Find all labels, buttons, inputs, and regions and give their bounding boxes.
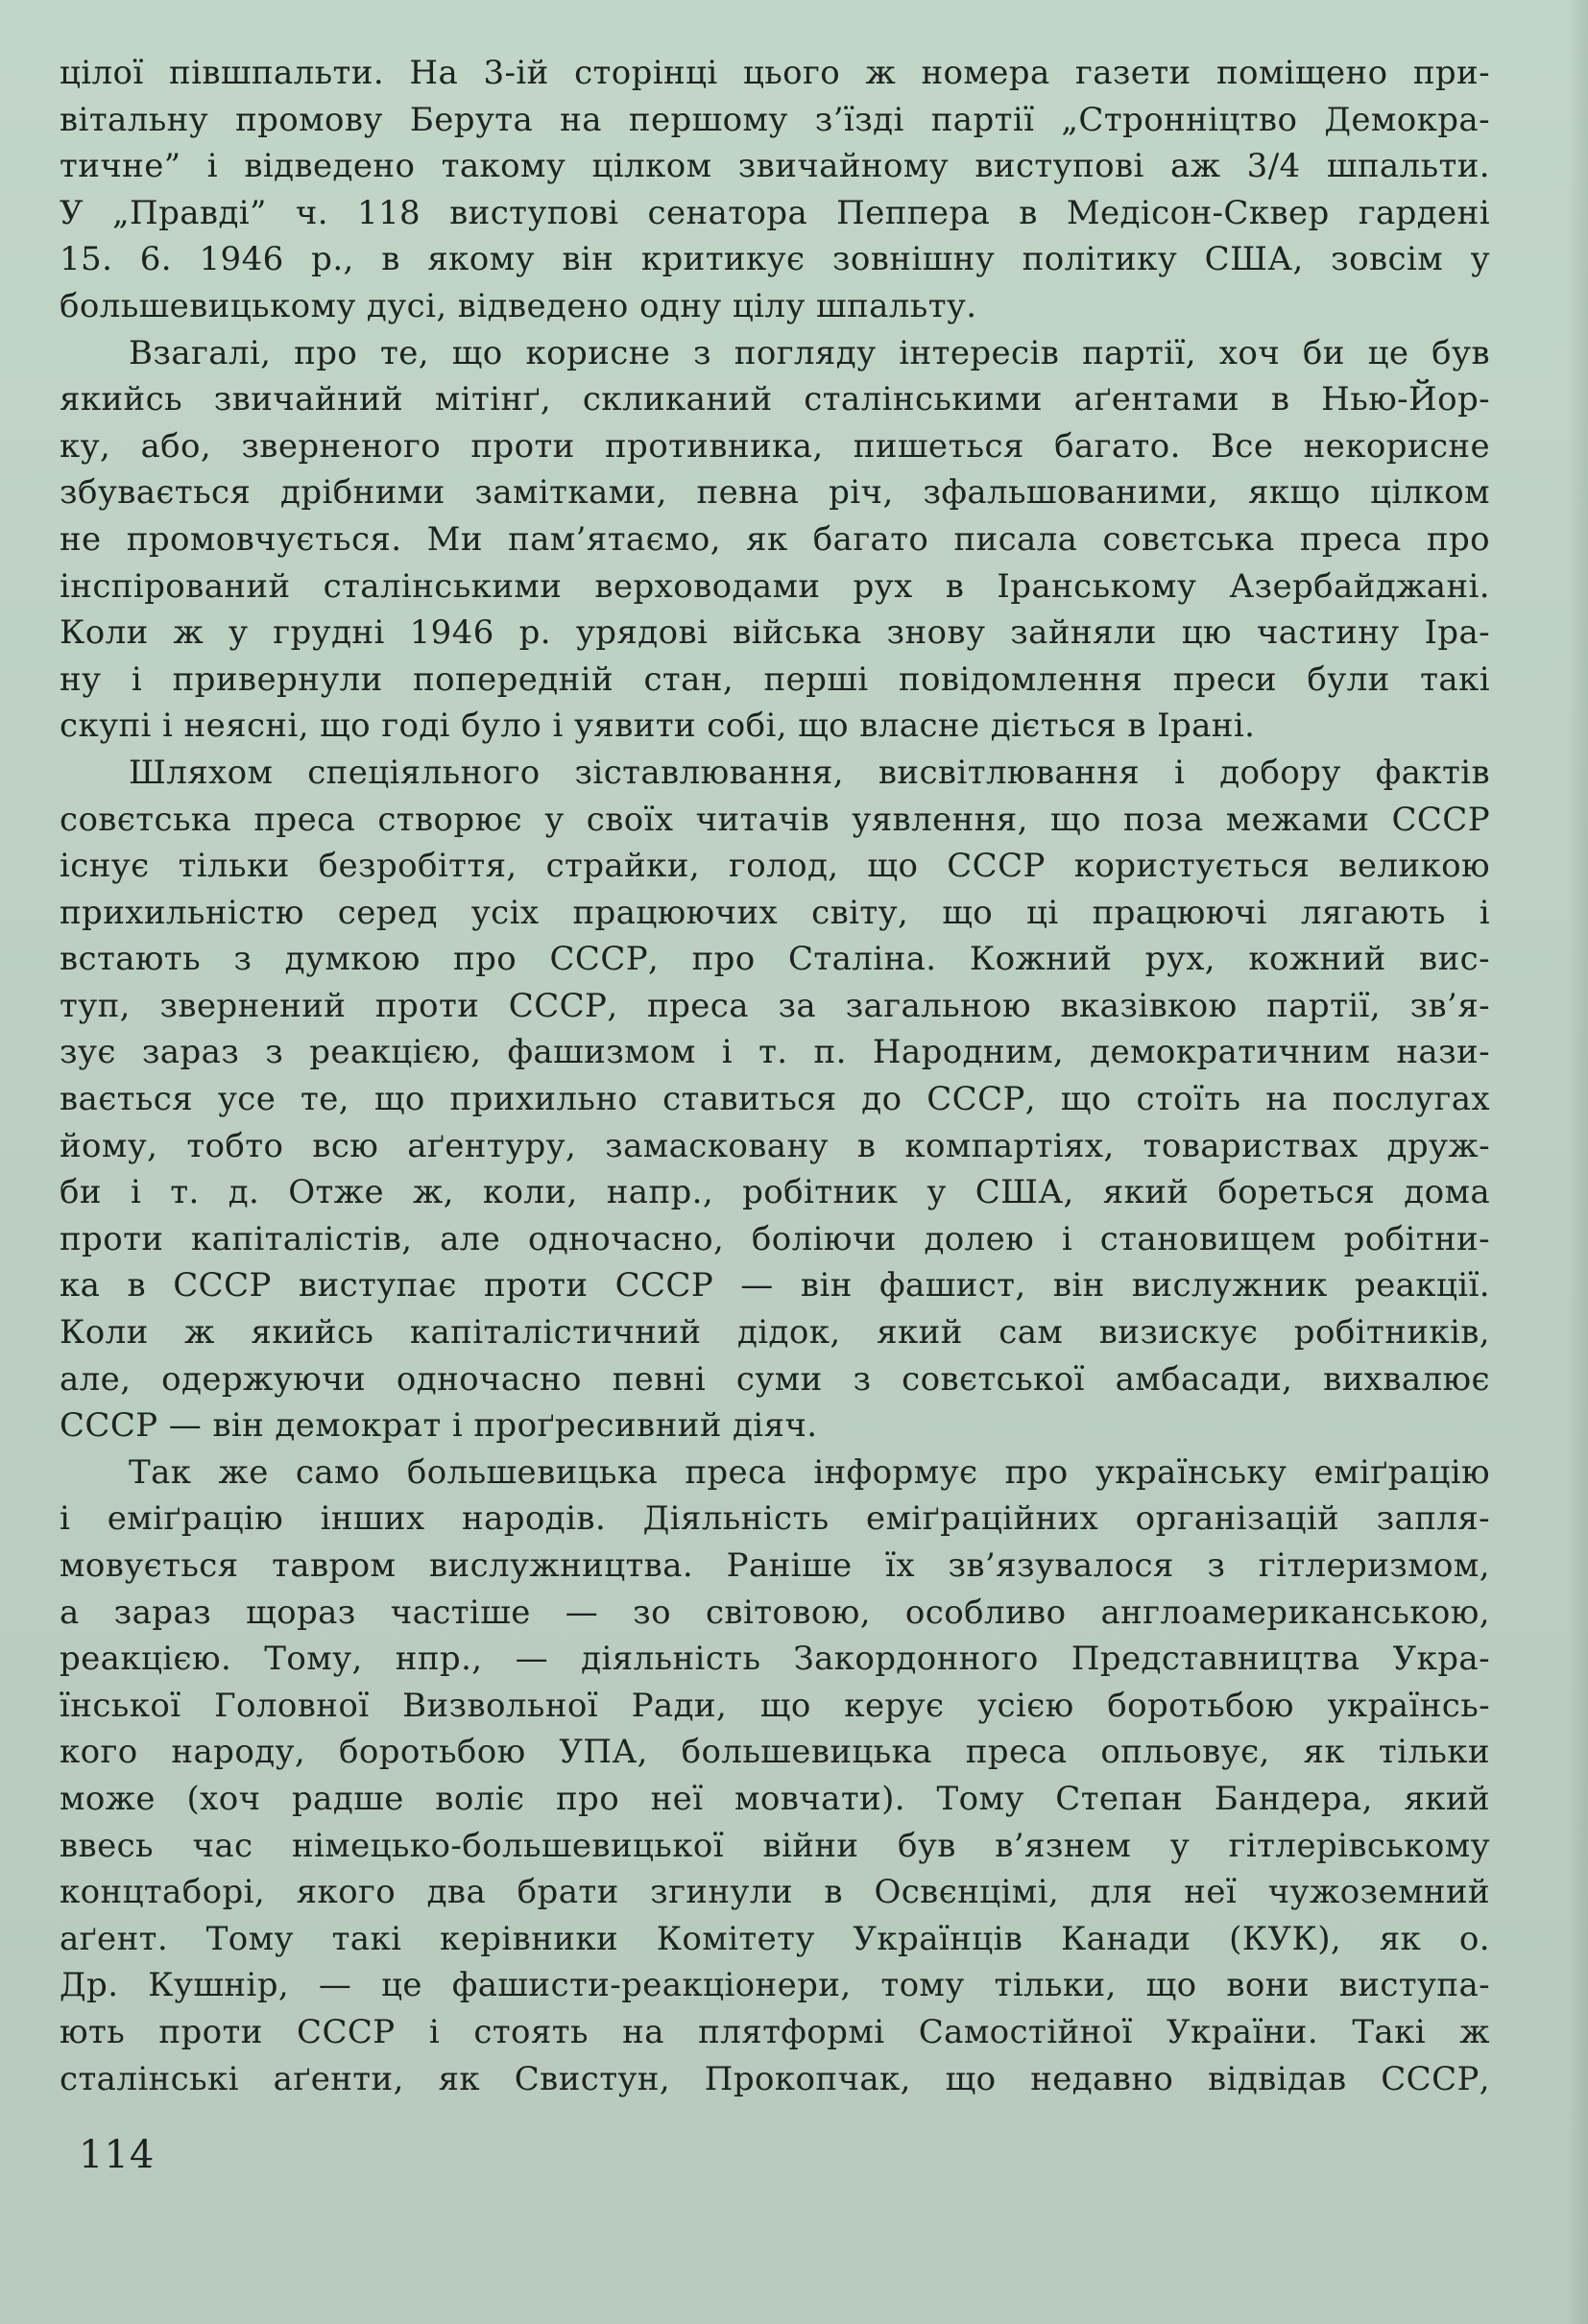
text-line: може (хоч радше воліє про неї мовчати). Тому Степан Бандера, який bbox=[60, 1779, 1490, 1818]
text-line: але, одержуючи одночасно певні суми з совєтської амбасади, вихвалює bbox=[60, 1359, 1490, 1399]
paragraph-3 bbox=[60, 750, 1490, 1450]
text-line: У „Правді” ч. 118 виступові сенатора Пеппера в Медісон-Сквер гардені bbox=[60, 193, 1490, 232]
text-line: ка в СССР виступає проти СССР — він фашист, він вислужник реакції. bbox=[60, 1266, 1490, 1306]
text-line: прихильністю серед усіх працюючих світу, що ці працюючі лягають і bbox=[60, 893, 1490, 932]
paragraph-4 bbox=[60, 1450, 1490, 2102]
text-line: цілої півшпальти. На 3-ій сторінці цього ж номера газети поміщено при- bbox=[60, 54, 1490, 92]
text-line: проти капіталістів, але одночасно, боліючи долею і становищем робітни- bbox=[60, 1219, 1490, 1258]
text-line: ку, або, зверненого проти противника, пишеться багато. Все некорисне bbox=[60, 426, 1490, 466]
paragraph-1 bbox=[60, 50, 1490, 330]
text-line: йому, тобто всю аґентуру, замасковану в компартіях, товариствах друж- bbox=[60, 1126, 1490, 1165]
text-line: встають з думкою про СССР, про Сталіна. Кожний рух, кожний вис- bbox=[60, 940, 1490, 979]
text-line: Коли ж у грудні 1946 р. урядові війська знову зайняли цю частину Іра- bbox=[60, 613, 1490, 653]
text-line: зує зараз з реакцією, фашизмом і т. п. Народним, демократичним нази- bbox=[60, 1033, 1490, 1072]
text-line: якийсь звичайний мітінґ, скликаний сталінськими аґентами в Нью-Йор- bbox=[60, 380, 1490, 419]
text-line: не промовчується. Ми пам’ятаємо, як багато писала совєтська преса про bbox=[60, 519, 1490, 559]
text-line: Взагалі, про те, що корисне з погляду інтересів партії, хоч би це був bbox=[129, 333, 1490, 372]
text-line: тичне” і відведено такому цілком звичайному виступові аж 3/4 шпальти. bbox=[60, 147, 1490, 186]
text-line: кого народу, боротьбою УПА, большевицька преса опльовує, як тільки bbox=[60, 1733, 1490, 1772]
page-edge-shadow bbox=[1567, 0, 1588, 2324]
text-line: совєтська преса створює у своїх читачів уявлення, що поза межами СССР bbox=[60, 800, 1490, 839]
text-line: реакцією. Тому, нпр., — діяльність Закордонного Представництва Укра- bbox=[60, 1640, 1490, 1679]
body-text bbox=[60, 50, 1490, 2102]
text-line: концтаборі, якого два брати згинули в Освєнцімі, для неї чужоземний bbox=[60, 1873, 1490, 1912]
text-line: СССР — він демократ і проґресивний діяч. bbox=[60, 1406, 818, 1446]
text-line: існує тільки безробіття, страйки, голод, що СССР користується великою bbox=[60, 847, 1490, 886]
text-line: Так же само большевицька преса інформує про українську еміґрацію bbox=[129, 1452, 1490, 1492]
text-line: аґент. Тому такі керівники Комітету Українців Канади (КУК), як о. bbox=[60, 1919, 1490, 1958]
text-line: їнської Головної Визвольної Ради, що керує усією боротьбою українсь- bbox=[60, 1686, 1490, 1725]
text-line: ну і привернули попередній стан, перші повідомлення преси були такі bbox=[60, 659, 1490, 699]
text-line: ввесь час німецько-большевицької війни був в’язнем у гітлерівському bbox=[60, 1826, 1490, 1865]
text-line: большевицькому дусі, відведено одну цілу шпальту. bbox=[60, 286, 977, 325]
text-line: і еміґрацію інших народів. Діяльність еміґраційних організацій запля- bbox=[60, 1499, 1490, 1539]
text-line: Шляхом спеціяльного зіставлювання, висвітлювання і добору фактів bbox=[129, 753, 1490, 792]
text-line: Коли ж якийсь капіталістичний дідок, який сам визискує робітників, bbox=[60, 1313, 1490, 1353]
text-line: скупі і неясні, що годі було і уявити собі, що власне діється в Ірані. bbox=[60, 707, 1256, 746]
text-line: 15. 6. 1946 р., в якому він критикує зовнішну політику США, зовсім у bbox=[60, 240, 1490, 279]
text-line: вається усе те, що прихильно ставиться до СССР, що стоїть на послугах bbox=[60, 1080, 1490, 1119]
text-line: мовується тавром вислужництва. Раніше їх зв’язувалося з гітлеризмом, bbox=[60, 1546, 1490, 1585]
text-line: Др. Кушнір, — це фашисти-реакціонери, тому тільки, що вони виступа- bbox=[60, 1966, 1490, 2005]
text-line: би і т. д. Отже ж, коли, напр., робітник у США, який бореться дома bbox=[60, 1173, 1490, 1212]
paragraph-2 bbox=[60, 330, 1490, 750]
text-line: туп, звернений проти СССР, преса за загальною вказівкою партії, зв’я- bbox=[60, 986, 1490, 1025]
text-line: сталінські аґенти, як Свистун, Прокопчак, що недавно відвідав СССР, bbox=[60, 2059, 1490, 2098]
page-number: 114 bbox=[79, 2133, 156, 2177]
text-line: а зараз щораз частіше — зо світовою, особливо англоамериканською, bbox=[60, 1593, 1490, 1632]
text-line: збувається дрібними замітками, певна річ, зфальшованими, якщо цілком bbox=[60, 473, 1490, 513]
text-line: інспірований сталінськими верховодами рух в Іранському Азербайджані. bbox=[60, 566, 1490, 606]
text-line: вітальну промову Берута на першому з’їзді партії „Стронніцтво Демокра- bbox=[60, 100, 1490, 139]
text-line: ють проти СССР і стоять на плятформі Самостійної України. Такі ж bbox=[60, 2012, 1490, 2051]
